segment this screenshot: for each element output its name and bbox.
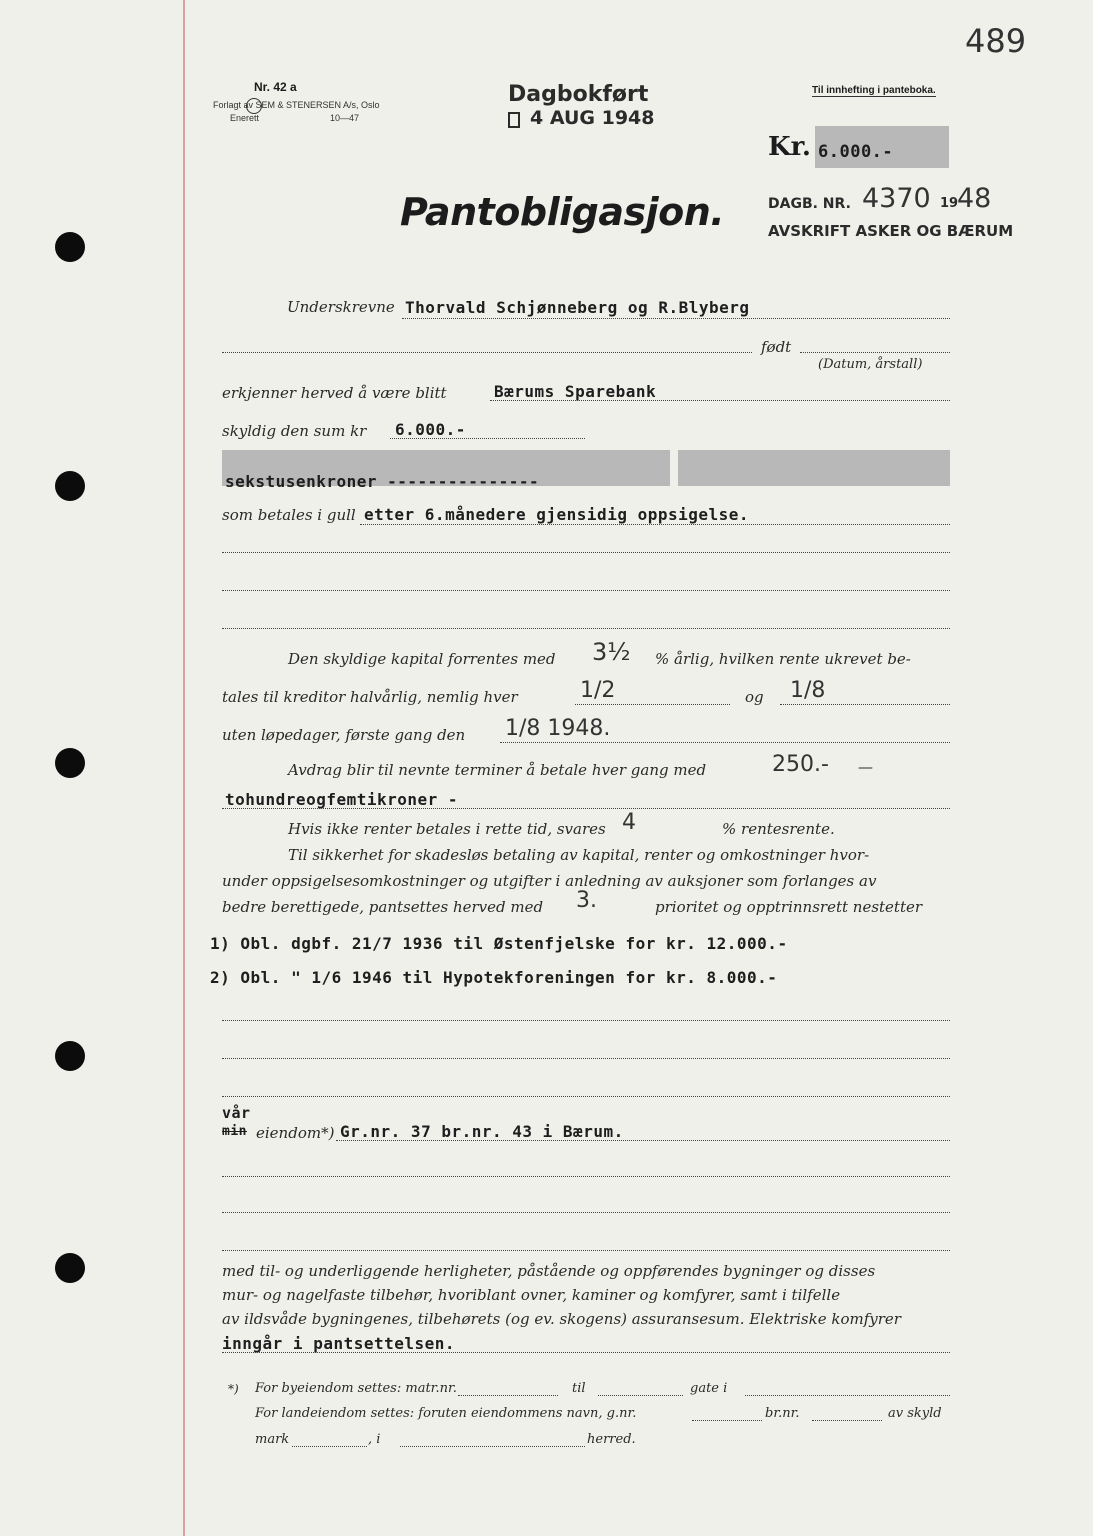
interest-date2: 1/8 xyxy=(790,678,826,703)
footnote-line3-c: herred. xyxy=(587,1432,636,1447)
clause-line xyxy=(222,1352,950,1353)
prior-encumbrance-1: 1) Obl. dgbf. 21/7 1936 til Østenfjelske for kr. 12.000.- xyxy=(210,934,788,953)
footnote-dotline xyxy=(400,1446,585,1447)
interest-line5-b: % rentesrente. xyxy=(722,820,835,838)
prior-encumbrance-2: 2) Obl. " 1/6 1946 til Hypotekforeningen for kr. 8.000.- xyxy=(210,968,778,987)
sum-value: 6.000.- xyxy=(395,420,466,439)
clause-line3: av ildsvåde bygningenes, tilbehørets (og ev. skogens) assuransesum. Elektriske komfyrer xyxy=(222,1310,901,1328)
security-line3-b: prioritet og opptrinnsrett nestetter xyxy=(655,898,923,916)
penalty-rate: 4 xyxy=(622,810,636,835)
clause-line1: med til- og underliggende herligheter, påstående og oppførendes bygninger og disses xyxy=(222,1262,876,1280)
blank-line xyxy=(222,1176,950,1177)
kr-amount: 6.000.- xyxy=(818,142,894,162)
sum-label: skyldig den sum kr xyxy=(222,422,367,440)
footnote-line1-c: gate i xyxy=(690,1381,728,1396)
stamp-date: 4 AUG 1948 xyxy=(530,107,655,129)
security-line1: Til sikkerhet for skadesløs betaling av kapital, renter og omkostninger hvor- xyxy=(288,846,870,864)
installment-amount: 250.- xyxy=(772,752,829,777)
form-edition: 10—47 xyxy=(330,113,360,123)
punch-hole xyxy=(55,1041,85,1071)
interest-date1: 1/2 xyxy=(580,678,616,703)
interest-line2-b: og xyxy=(745,688,764,706)
blank-line xyxy=(222,1058,950,1059)
punch-hole xyxy=(55,1253,85,1283)
born-line xyxy=(800,352,950,353)
payable-label: som betales i gull xyxy=(222,506,356,524)
footnote-line3-a: mark xyxy=(255,1432,290,1447)
footnote-line2-c: av skyld xyxy=(888,1406,942,1421)
date2-line xyxy=(780,704,950,705)
footnote-dotline xyxy=(692,1420,762,1421)
stamp-dagb-number: 4370 xyxy=(862,183,931,214)
stamp-dagb-year: 48 xyxy=(957,183,992,214)
interest-line1-b: % årlig, hvilken rente ukrevet be- xyxy=(655,650,911,668)
stamp-box-icon xyxy=(508,112,520,128)
blank-line xyxy=(222,352,752,353)
kr-label: Kr. xyxy=(768,132,811,162)
installment-dash: — xyxy=(858,758,873,776)
security-line3-a: bedre berettigede, pantsettes herved med xyxy=(222,898,544,916)
clause-line2: mur- og nagelfaste tilbehør, hvoriblant ovner, kaminer og komfyrer, samt i tilfelle xyxy=(222,1286,841,1304)
creditor-value: Bærums Sparebank xyxy=(494,382,657,401)
footnote-line3-b: , i xyxy=(368,1432,381,1447)
footnote-line1-b: til xyxy=(572,1381,586,1396)
interest-line5-a: Hvis ikke renter betales i rette tid, svares xyxy=(288,820,606,838)
punch-hole xyxy=(55,748,85,778)
margin-rule xyxy=(183,0,185,1536)
footnote-line2-b: br.nr. xyxy=(765,1406,800,1421)
document-title: Pantobligasjon. xyxy=(400,190,725,234)
stamp-dagb-label: DAGB. NR. xyxy=(768,196,851,212)
security-line2: under oppsigelsesomkostninger og utgifter i anledning av auksjoner som forlanges av xyxy=(222,872,877,890)
interest-line4-a: Avdrag blir til nevnte terminer å betale hver gang med xyxy=(288,761,707,779)
clause-line4: inngår i pantsettelsen. xyxy=(222,1334,456,1353)
installment-line xyxy=(222,808,950,809)
blank-line xyxy=(222,590,950,591)
blank-line xyxy=(222,552,950,553)
interest-line2-a: tales til kreditor halvårlig, nemlig hver xyxy=(222,688,518,706)
born-label: født xyxy=(761,338,792,356)
first-payment-date: 1/8 1948. xyxy=(505,716,611,741)
blank-line xyxy=(222,628,950,629)
payable-line xyxy=(360,524,950,525)
payable-value: etter 6.månedere gjensidig oppsigelse. xyxy=(364,505,750,524)
blank-line xyxy=(222,1020,950,1021)
creditor-line xyxy=(490,400,950,401)
date-note: (Datum, årstall) xyxy=(818,357,923,372)
first-date-line xyxy=(500,742,950,743)
interest-rate: 3½ xyxy=(592,638,631,666)
blank-line xyxy=(222,1096,950,1097)
stamp-dagbokfort: Dagbokført xyxy=(508,82,649,107)
property-min: min xyxy=(222,1124,247,1139)
blank-line xyxy=(222,1212,950,1213)
form-number: Nr. 42 a xyxy=(254,80,297,94)
page-number: 489 xyxy=(965,22,1027,60)
punch-hole xyxy=(55,471,85,501)
footnote-dotline xyxy=(745,1395,950,1396)
footnote-dotline xyxy=(458,1395,558,1396)
property-var: vår xyxy=(222,1104,251,1122)
installment-words: tohundreogfemtikroner - xyxy=(225,790,459,809)
footnote-dotline xyxy=(598,1395,683,1396)
undersigned-line xyxy=(402,318,950,319)
publisher-logo-icon xyxy=(246,98,262,114)
footnote-line2-a: For landeiendom settes: foruten eiendommens navn, g.nr. xyxy=(255,1406,637,1421)
property-label: eiendom*) xyxy=(256,1124,335,1142)
interest-line3-a: uten løpedager, første gang den xyxy=(222,726,466,744)
interest-line1-a: Den skyldige kapital forrentes med xyxy=(288,650,556,668)
punch-hole xyxy=(55,232,85,262)
property-line xyxy=(336,1140,950,1141)
form-rights: Enerett xyxy=(230,113,260,123)
date1-line xyxy=(575,704,730,705)
sum-words: sekstusenkroner --------------- xyxy=(225,472,540,491)
blank-line xyxy=(222,1250,950,1251)
undersigned-label: Underskrevne xyxy=(287,298,395,316)
footnote-dotline xyxy=(812,1420,882,1421)
top-right-note: Til innhefting i panteboka. xyxy=(812,85,936,96)
stamp-year-prefix: 19 xyxy=(940,196,959,211)
form-publisher: Forlagt av SEM & STENERSEN A/s, Oslo xyxy=(213,100,380,110)
footnote-star: *) xyxy=(228,1382,239,1396)
sum-line xyxy=(390,438,585,439)
footnote-line1-a: For byeiendom settes: matr.nr. xyxy=(255,1381,457,1396)
footnote-dotline xyxy=(292,1446,367,1447)
property-value: Gr.nr. 37 br.nr. 43 i Bærum. xyxy=(340,1122,624,1141)
undersigned-value: Thorvald Schjønneberg og R.Blyberg xyxy=(405,298,750,317)
priority-value: 3. xyxy=(576,888,597,913)
acknowledge-label: erkjenner herved å være blitt xyxy=(222,384,447,402)
sum-words-shade-right xyxy=(678,450,950,486)
stamp-office: AVSKRIFT ASKER OG BÆRUM xyxy=(768,222,1014,240)
